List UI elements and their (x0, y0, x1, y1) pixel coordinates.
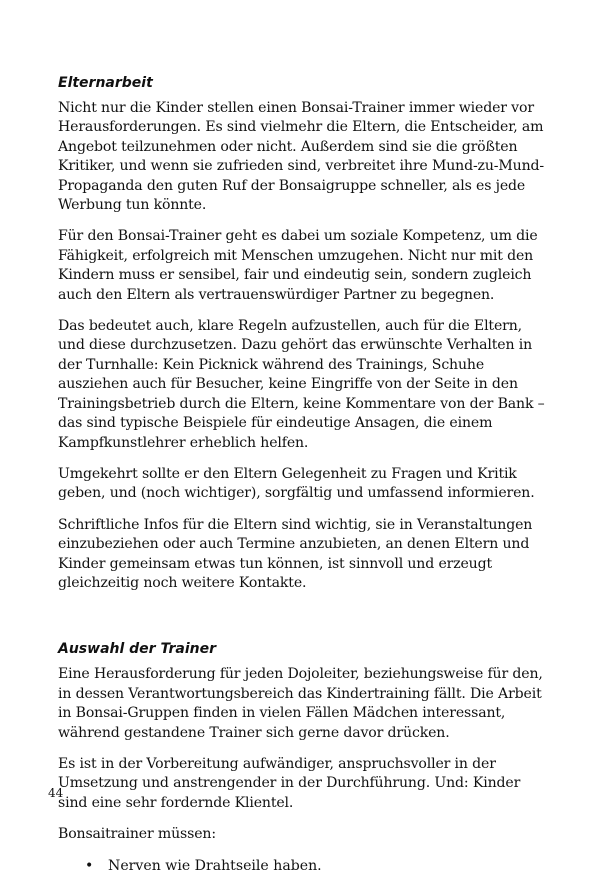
list-item (85, 857, 547, 876)
list-item-text: Nerven wie Drahtseile haben. (108, 857, 322, 874)
bullet-list (85, 857, 547, 876)
paragraph: Das bedeutet auch, klare Regeln aufzustellen, auch für die Eltern, und diese durchzusetzen. Dazu gehört das erwünschte Verhalten in der Turnhalle: Kein Picknick während des Trainings, Schuhe ausziehen auch für Besucher, keine Eingriffe von der Seite in den Trainingsbetrieb durch die Eltern, keine Kommentare von der Bank – das sind typische Beispiele für eindeutige Ansagen, die einem Kampfkunstlehrer erheblich helfen. (58, 318, 545, 451)
paragraph: Es ist in der Vorbereitung aufwändiger, anspruchsvoller in der Umsetzung und anstrengender in der Durchführung. Und: Kinder sind eine sehr fordernde Klientel. (58, 755, 521, 811)
section-heading-auswahl-der-trainer: Auswahl der Trainer (58, 641, 216, 658)
bullet-icon: • (85, 857, 94, 874)
paragraph: Bonsaitrainer müssen: (58, 826, 216, 843)
paragraph: Nicht nur die Kinder stellen einen Bonsai-Trainer immer wieder vor Herausforderungen. Es sind vielmehr die Eltern, die Entscheider, am Angebot teilzunehmen oder nicht. Außerdem sind sie die größten Kritiker, und wenn sie zufrieden sind, verbreitet ihre Mund-zu-Mund-Propaganda den guten Ruf der Bonsaigruppe schneller, als es jede Werbung tun könnte. (58, 100, 544, 214)
document-page (47, 63, 547, 876)
paragraph: Eine Herausforderung für jeden Dojoleiter, beziehungsweise für den, in dessen Verantwortungsbereich das Kindertraining fällt. Die Arbeit in Bonsai-Gruppen finden in vielen Fällen Mädchen interessant, während gestandene Trainer sich gerne davor drücken. (58, 666, 543, 741)
paragraph: Umgekehrt sollte er den Eltern Gelegenheit zu Fragen und Kritik geben, und (noch wichtiger), sorgfältig und umfassend informieren. (58, 465, 535, 502)
section-heading-elternarbeit: Elternarbeit (58, 75, 153, 91)
paragraph: Schriftliche Infos für die Eltern sind wichtig, sie in Veranstaltungen einzubeziehen oder auch Termine anzubieten, an denen Eltern und Kinder gemeinsam etwas tun können, ist sinnvoll und erzeugt gleichzeitig noch weitere Kontakte. (58, 516, 533, 591)
paragraph: Für den Bonsai-Trainer geht es dabei um soziale Kompetenz, um die Fähigkeit, erfolgreich mit Menschen umzugehen. Nicht nur mit den Kindern muss er sensibel, fair und eindeutig sein, sondern zugleich auch den Eltern als vertrauenswürdiger Partner zu begegnen. (58, 228, 538, 303)
page-number: 44 (48, 786, 64, 800)
